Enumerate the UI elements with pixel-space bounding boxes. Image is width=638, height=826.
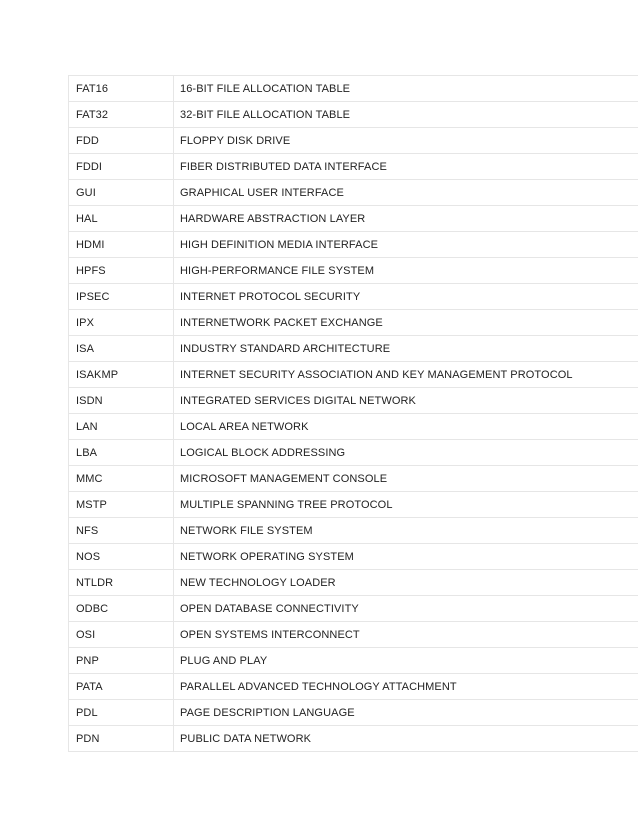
abbreviation-cell: HDMI xyxy=(69,232,174,258)
table-row xyxy=(69,726,638,752)
full-name-cell: INTEGRATED SERVICES DIGITAL NETWORK xyxy=(174,388,638,414)
full-name-cell: FIBER DISTRIBUTED DATA INTERFACE xyxy=(174,154,638,180)
table-row xyxy=(69,544,638,570)
abbreviation-cell: HAL xyxy=(69,206,174,232)
full-name-cell: INTERNET PROTOCOL SECURITY xyxy=(174,284,638,310)
abbreviation-cell: IPX xyxy=(69,310,174,336)
full-name-cell: GRAPHICAL USER INTERFACE xyxy=(174,180,638,206)
table-row xyxy=(69,414,638,440)
table-row xyxy=(69,336,638,362)
abbreviation-cell: ISDN xyxy=(69,388,174,414)
table-row xyxy=(69,648,638,674)
abbreviation-cell: PATA xyxy=(69,674,174,700)
full-name-cell: HIGH-PERFORMANCE FILE SYSTEM xyxy=(174,258,638,284)
table-row xyxy=(69,102,638,128)
abbreviation-cell: ISAKMP xyxy=(69,362,174,388)
table-row xyxy=(69,232,638,258)
abbreviation-cell: ODBC xyxy=(69,596,174,622)
full-name-cell: INDUSTRY STANDARD ARCHITECTURE xyxy=(174,336,638,362)
abbreviation-table-body xyxy=(69,76,638,752)
abbreviation-cell: PDN xyxy=(69,726,174,752)
abbreviation-cell: GUI xyxy=(69,180,174,206)
abbreviation-cell: PNP xyxy=(69,648,174,674)
full-name-cell: HARDWARE ABSTRACTION LAYER xyxy=(174,206,638,232)
full-name-cell: PARALLEL ADVANCED TECHNOLOGY ATTACHMENT xyxy=(174,674,638,700)
table-row xyxy=(69,674,638,700)
table-row xyxy=(69,440,638,466)
full-name-cell: 32-BIT FILE ALLOCATION TABLE xyxy=(174,102,638,128)
full-name-cell: NETWORK OPERATING SYSTEM xyxy=(174,544,638,570)
abbreviation-cell: FDD xyxy=(69,128,174,154)
abbreviation-cell: LBA xyxy=(69,440,174,466)
full-name-cell: HIGH DEFINITION MEDIA INTERFACE xyxy=(174,232,638,258)
full-name-cell: NEW TECHNOLOGY LOADER xyxy=(174,570,638,596)
full-name-cell: INTERNETWORK PACKET EXCHANGE xyxy=(174,310,638,336)
table-row xyxy=(69,466,638,492)
abbreviation-cell: HPFS xyxy=(69,258,174,284)
table-row xyxy=(69,128,638,154)
table-row xyxy=(69,284,638,310)
table-row xyxy=(69,622,638,648)
table-row xyxy=(69,154,638,180)
abbreviation-cell: MMC xyxy=(69,466,174,492)
abbreviation-cell: LAN xyxy=(69,414,174,440)
abbreviation-cell: PDL xyxy=(69,700,174,726)
abbreviation-cell: NTLDR xyxy=(69,570,174,596)
abbreviation-cell: NOS xyxy=(69,544,174,570)
table-row xyxy=(69,258,638,284)
table-row xyxy=(69,518,638,544)
table-row xyxy=(69,76,638,102)
abbreviation-cell: NFS xyxy=(69,518,174,544)
abbreviation-cell: ISA xyxy=(69,336,174,362)
abbreviation-cell: IPSEC xyxy=(69,284,174,310)
full-name-cell: OPEN DATABASE CONNECTIVITY xyxy=(174,596,638,622)
table-row xyxy=(69,180,638,206)
table-row xyxy=(69,388,638,414)
table-row xyxy=(69,362,638,388)
table-row xyxy=(69,570,638,596)
full-name-cell: FLOPPY DISK DRIVE xyxy=(174,128,638,154)
full-name-cell: MULTIPLE SPANNING TREE PROTOCOL xyxy=(174,492,638,518)
abbreviation-cell: MSTP xyxy=(69,492,174,518)
full-name-cell: PAGE DESCRIPTION LANGUAGE xyxy=(174,700,638,726)
abbreviation-cell: FAT32 xyxy=(69,102,174,128)
full-name-cell: OPEN SYSTEMS INTERCONNECT xyxy=(174,622,638,648)
full-name-cell: PUBLIC DATA NETWORK xyxy=(174,726,638,752)
full-name-cell: LOCAL AREA NETWORK xyxy=(174,414,638,440)
table-row xyxy=(69,492,638,518)
full-name-cell: NETWORK FILE SYSTEM xyxy=(174,518,638,544)
table-row xyxy=(69,310,638,336)
full-name-cell: LOGICAL BLOCK ADDRESSING xyxy=(174,440,638,466)
abbreviation-cell: FDDI xyxy=(69,154,174,180)
full-name-cell: MICROSOFT MANAGEMENT CONSOLE xyxy=(174,466,638,492)
abbreviation-table xyxy=(68,75,638,752)
table-row xyxy=(69,700,638,726)
abbreviation-cell: OSI xyxy=(69,622,174,648)
table-row xyxy=(69,596,638,622)
table-row xyxy=(69,206,638,232)
full-name-cell: PLUG AND PLAY xyxy=(174,648,638,674)
abbreviation-cell: FAT16 xyxy=(69,76,174,102)
full-name-cell: 16-BIT FILE ALLOCATION TABLE xyxy=(174,76,638,102)
full-name-cell: INTERNET SECURITY ASSOCIATION AND KEY MANAGEMENT PROTOCOL xyxy=(174,362,638,388)
